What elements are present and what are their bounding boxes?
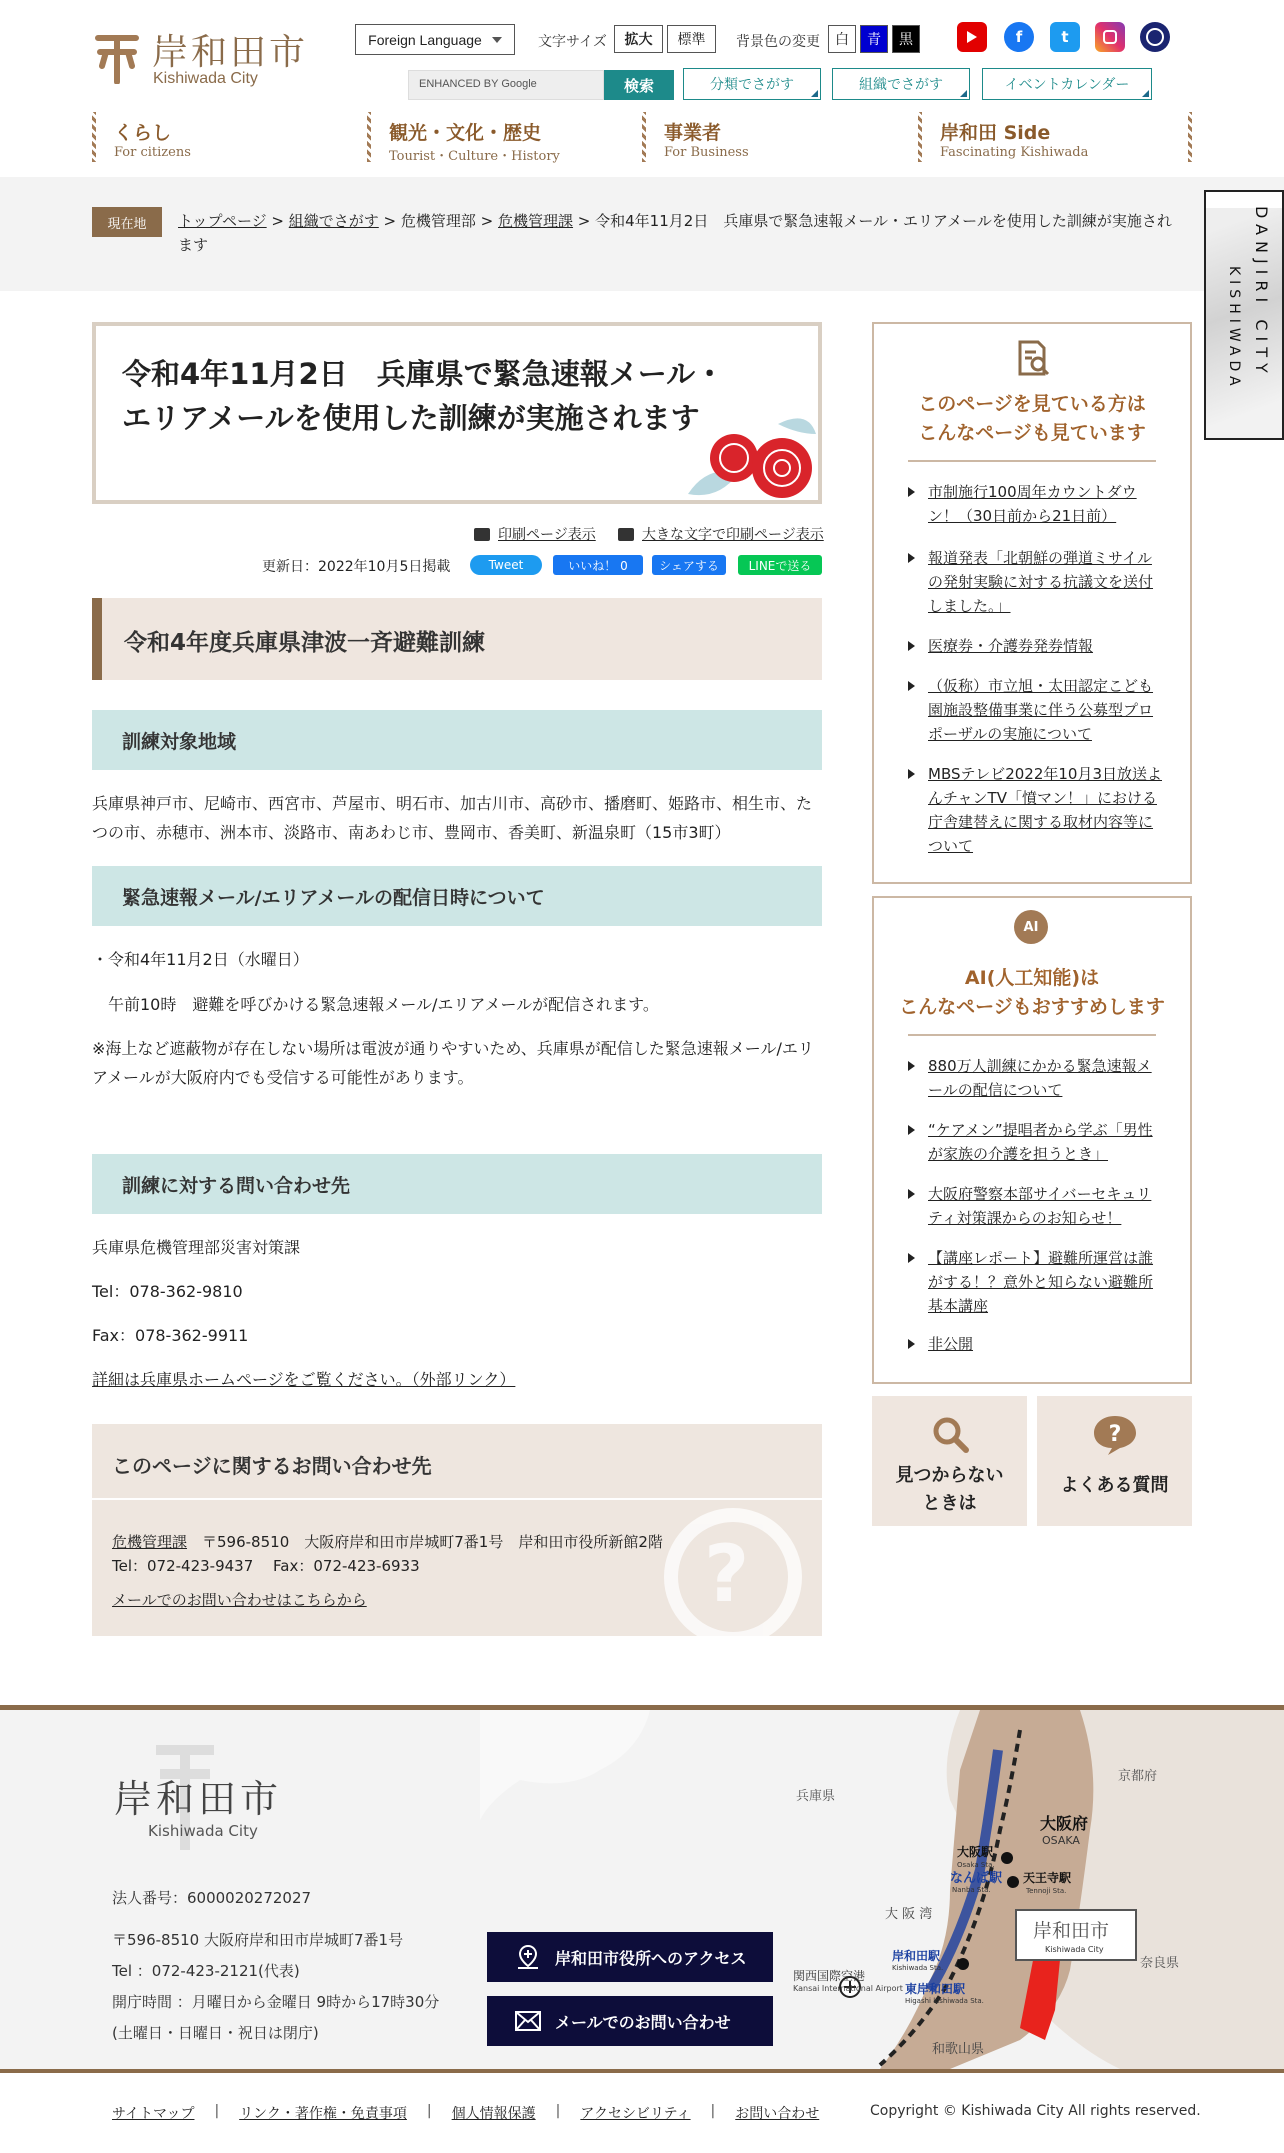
youtube-icon[interactable]: [957, 22, 987, 52]
related-title-2: こんなページも見ています: [918, 422, 1146, 444]
subheading-inquiry: [92, 1154, 822, 1214]
ai-recommend-box: [872, 896, 1192, 1384]
faq-button[interactable]: [1037, 1396, 1192, 1526]
question-mark-glyph: ?: [704, 1530, 750, 1620]
subheading-area-text: 訓練対象地域: [122, 731, 237, 753]
link-separator: |: [214, 2103, 220, 2119]
list-item[interactable]: [904, 1246, 1164, 1318]
sitemap-link[interactable]: サイトマップ: [112, 2106, 195, 2122]
subheading-inquiry-text: 訓練に対する問い合わせ先: [122, 1175, 351, 1197]
link-separator: |: [426, 2103, 432, 2119]
map-label-tennoji-sta: 天王寺駅: [1023, 1871, 1072, 1885]
map-label-hyogo: 兵庫県: [796, 1789, 836, 1804]
map-label-wakayama: 和歌山県: [932, 2042, 985, 2057]
accessibility-link[interactable]: アクセシビリティ: [580, 2106, 691, 2122]
footer-hours: 開庁時間 ：月曜日から金曜日 9時から17時30分: [112, 1993, 440, 2011]
footer-links: [112, 2103, 819, 2123]
list-item[interactable]: [904, 1332, 1164, 1356]
mail-contact-button[interactable]: [487, 1996, 773, 2046]
nav-side-en: Fascinating Kishiwada: [940, 145, 1089, 160]
nav-divider: [1188, 112, 1192, 162]
footer-logo-text: 岸和田市: [114, 1777, 283, 1821]
print-label: 印刷ページ表示: [498, 527, 596, 543]
ai-link[interactable]: 大阪府警察本部サイバーセキュリティ対策課からのお知らせ！: [928, 1185, 1152, 1227]
breadcrumb-top[interactable]: トップページ: [178, 212, 267, 230]
subheading-schedule-text: 緊急速報メール/エリアメールの配信日時について: [122, 887, 545, 909]
schedule-date: ・令和4年11月2日（水曜日）: [92, 950, 309, 969]
copyright: Copyright © Kishiwada City All rights reserved.: [870, 2103, 1201, 2119]
contact-heading-text: このページに関するお問い合わせ先: [112, 1454, 432, 1478]
speech-question-icon: [1092, 1414, 1138, 1456]
related-title-1: このページを見ている方は: [918, 393, 1146, 415]
schedule-time: 午前10時 避難を呼びかける緊急速報メール/エリアメールが配信されます。: [92, 995, 659, 1014]
breadcrumb-dept: 危機管理部: [400, 212, 476, 230]
map-label-tennoji-sta-en: Tennoji Sta.: [1026, 1887, 1067, 1895]
event-calendar-button[interactable]: イベントカレンダー: [982, 68, 1152, 100]
text-size-label: 文字サイズ: [538, 34, 607, 50]
page-title: 令和4年11月2日 兵庫県で緊急速報メール・エリアメールを使用した訓練が実施されます: [122, 357, 725, 435]
hyogo-external-link-text[interactable]: 詳細は兵庫県ホームページをご覧ください。（外部リンク）: [92, 1370, 516, 1389]
breadcrumb-current: 令和4年11月2日 兵庫県で緊急速報メール・エリアメールを使用した訓練が実施されます: [178, 212, 1172, 254]
map-label-city-box-en: Kishiwada City: [1045, 1945, 1104, 1954]
inquiry-tel: Tel：078-362-9810: [92, 1282, 243, 1301]
instagram-icon[interactable]: [1095, 22, 1125, 52]
nav-citizens-jp: くらし: [114, 122, 172, 144]
find-by-org-button[interactable]: 組織でさがす: [832, 68, 970, 100]
inquiry-dept: 兵庫県危機管理部災害対策課: [92, 1238, 301, 1257]
map-label-kyoto: 京都府: [1118, 1769, 1158, 1784]
area-text: 兵庫県神戸市、尼崎市、西宮市、芦屋市、明石市、加古川市、高砂市、播磨町、姫路市、相生市、たつの市、赤穂市、洲本市、淡路市、南あわじ市、豊岡市、香美町、新温泉町（15市3町）: [92, 794, 813, 842]
ai-title-2: こんなページもおすすめします: [899, 996, 1165, 1018]
bg-black-button[interactable]: 黒: [892, 25, 920, 53]
nav-tourist[interactable]: [367, 112, 637, 164]
map-label-kishiwada-sta: 岸和田駅: [892, 1949, 941, 1963]
list-item[interactable]: [904, 634, 1164, 658]
printer-icon: [474, 528, 490, 541]
map-label-kishiwada-sta-en: Kishiwada Sta.: [892, 1964, 944, 1972]
nav-tourist-en: Tourist・Culture・History: [389, 149, 560, 164]
inquiry-fax: Fax：078-362-9911: [92, 1326, 249, 1345]
ai-link[interactable]: “ケアメン”提唱者から学ぶ「男性が家族の介護を担うとき」: [928, 1121, 1153, 1163]
link-separator: |: [555, 2103, 561, 2119]
access-button-label: 岸和田市役所へのアクセス: [555, 1948, 747, 1968]
section-heading: [92, 598, 822, 680]
footer-bottom: [0, 2069, 1284, 2153]
list-item[interactable]: [904, 1118, 1164, 1166]
printer-icon: [618, 528, 634, 541]
facebook-share-button[interactable]: シェアする: [652, 555, 726, 575]
map-label-city-box: 岸和田市: [1033, 1920, 1110, 1942]
foreign-language-label: Foreign Language: [368, 31, 482, 48]
map-label-osaka-bay: 大 阪 湾: [885, 1907, 933, 1922]
related-link[interactable]: （仮称）市立旭・太田認定こども園施設整備事業に伴う公募型プロポーザルの実施について: [928, 677, 1154, 743]
breadcrumb-tag: 現在地: [92, 207, 162, 237]
link-separator: |: [710, 2103, 716, 2119]
danjiri-city-banner[interactable]: [1204, 190, 1284, 440]
map-label-osaka-sta-en: Osaka Sta.: [957, 1861, 995, 1869]
question-mark-icon: [664, 1508, 802, 1636]
contact-box: [92, 1424, 822, 1636]
bg-white-button[interactable]: 白: [828, 25, 856, 53]
related-link[interactable]: 報道発表「北朝鮮の弾道ミサイルの発射実験に対する抗議文を送付しました。」: [928, 549, 1154, 615]
print-large-link[interactable]: [618, 524, 824, 544]
danjiri-subtitle: KISHIWADA: [1226, 266, 1242, 391]
ai-link[interactable]: 非公開: [928, 1335, 974, 1353]
map-label-namba-sta-en: Nanba Sta.: [952, 1886, 991, 1894]
nav-tourist-jp: 観光・文化・歴史: [389, 122, 542, 144]
privacy-link[interactable]: 個人情報保護: [451, 2106, 536, 2122]
page-title-box: [92, 322, 822, 504]
contact-dept-link[interactable]: 危機管理課: [112, 1533, 188, 1551]
city-emblem-icon[interactable]: [1140, 22, 1170, 52]
foreign-language-select[interactable]: [355, 24, 515, 55]
tweet-button[interactable]: Tweet: [470, 555, 542, 575]
breadcrumb-area: [0, 177, 1284, 291]
nav-kishiwada-side[interactable]: [918, 112, 1192, 164]
map-label-kix-en: Kansai International Airport: [793, 1984, 903, 1993]
inquiry-link[interactable]: お問い合わせ: [735, 2106, 820, 2122]
subheading-area: [92, 710, 822, 770]
footer-closed: (土曜日・日曜日・祝日は閉庁): [112, 2024, 319, 2042]
map-label-osaka-sta: 大阪駅: [957, 1845, 994, 1859]
city-logo-mark-icon[interactable]: [94, 32, 140, 84]
breadcrumb-sep: >: [573, 212, 596, 230]
related-link[interactable]: MBSテレビ2022年10月3日放送よんチャンTV「憤マン！」における庁舎建替えに関する取材内容等について: [928, 765, 1162, 855]
nav-business[interactable]: [642, 112, 912, 164]
magnifier-icon: [930, 1414, 970, 1454]
facebook-icon[interactable]: f: [1004, 22, 1034, 52]
contact-mail-link-wrap: [112, 1588, 367, 1612]
rose-decoration-icon: [678, 404, 818, 500]
envelope-icon: [515, 2011, 541, 2031]
footer-address: 〒596-8510 大阪府岸和田市岸城町7番1号: [112, 1931, 404, 1949]
nav-business-jp: 事業者: [664, 122, 722, 144]
breadcrumb-sep: >: [475, 212, 499, 230]
map-label-higashi-sta-en: Higashi kishiwada Sta.: [905, 1997, 984, 2005]
subheading-schedule: [92, 866, 822, 926]
related-link[interactable]: 市制施行100周年カウントダウン！（30日前から21日前）: [928, 483, 1137, 525]
breadcrumb-org[interactable]: 組織でさがす: [288, 212, 379, 230]
site-logo-en[interactable]: Kishiwada City: [153, 70, 258, 87]
print-large-label: 大きな文字で印刷ページ表示: [642, 527, 824, 543]
nav-citizens-en: For citizens: [114, 145, 191, 160]
updated-date: 更新日：2022年10月5日掲載: [262, 559, 451, 575]
list-item[interactable]: [904, 480, 1164, 528]
not-found-line2: ときは: [922, 1493, 977, 1514]
list-item[interactable]: [904, 1054, 1164, 1102]
danjiri-title: DANJIRI CITY: [1252, 206, 1271, 379]
not-found-line1: 見つからない: [895, 1465, 1004, 1486]
footer: [0, 1705, 1284, 2069]
site-logo-text[interactable]: 岸和田市: [152, 32, 309, 73]
mail-button-label: メールでのお問い合わせ: [555, 2012, 731, 2032]
nav-business-en: For Business: [664, 145, 749, 160]
line-share-button[interactable]: LINEで送る: [738, 555, 822, 575]
chevron-down-icon: [492, 37, 502, 43]
not-found-text: [872, 1462, 1027, 1518]
ai-head-icon: [1014, 910, 1048, 944]
access-button[interactable]: [487, 1932, 773, 1982]
footer-tel: Tel ：072-423-2121(代表): [112, 1962, 300, 1980]
list-item[interactable]: [904, 674, 1164, 746]
ai-title-1: AI(人工知能)は: [964, 967, 1100, 989]
facebook-like-button[interactable]: いいね！ 0: [553, 555, 643, 575]
related-link[interactable]: 医療券・介護券発券情報: [928, 637, 1094, 655]
breadcrumb-sep: >: [378, 212, 401, 230]
ai-badge: AI: [1023, 919, 1039, 935]
section-heading-text: 令和4年度兵庫県津波一斉避難訓練: [124, 630, 486, 656]
contact-address-line: [112, 1530, 663, 1554]
breadcrumb-sep: >: [266, 212, 289, 230]
breadcrumb-section[interactable]: 危機管理課: [498, 212, 574, 230]
list-item[interactable]: [904, 1182, 1164, 1230]
map-pin-icon: [515, 1944, 541, 1970]
text-size-large-button[interactable]: 拡大: [614, 25, 663, 53]
map-label-namba-sta: なんば駅: [950, 1871, 1003, 1886]
map-label-kix: 関西国際空港: [793, 1969, 866, 1983]
corporate-number: 法人番号：6000020272027: [112, 1889, 312, 1907]
map-label-higashi-sta: 東岸和田駅: [905, 1982, 966, 1996]
ai-link[interactable]: 【講座レポート】避難所運営は誰がする！？意外と知らない避難所基本講座: [928, 1249, 1154, 1315]
hyogo-external-link[interactable]: [92, 1365, 515, 1394]
divider: [908, 1034, 1156, 1036]
related-pages-box: [872, 322, 1192, 884]
map-label-osaka-pref: 大阪府: [1040, 1814, 1089, 1833]
map-label-nara: 奈良県: [1140, 1956, 1180, 1971]
contact-tel-fax: Tel：072-423-9437 Fax：072-423-6933: [112, 1557, 420, 1575]
ai-link[interactable]: 880万人訓練にかかる緊急速報メールの配信について: [928, 1057, 1152, 1099]
nav-divider: [918, 112, 922, 162]
search-input[interactable]: [408, 70, 604, 100]
nav-divider: [92, 112, 96, 162]
not-found-button[interactable]: [872, 1396, 1027, 1526]
nav-divider: [367, 112, 371, 162]
list-item[interactable]: [904, 762, 1164, 858]
nav-side-jp: 岸和田 Side: [940, 122, 1051, 144]
footer-logo-en: Kishiwada City: [148, 1822, 258, 1840]
nav-divider: [642, 112, 646, 162]
breadcrumb: [178, 209, 1180, 257]
find-by-category-button[interactable]: 分類でさがす: [683, 68, 821, 100]
nav-citizens[interactable]: [92, 112, 362, 164]
contact-mail-link[interactable]: メールでのお問い合わせはこちらから: [112, 1591, 367, 1609]
text-size-standard-button[interactable]: 標準: [667, 25, 716, 53]
contact-address: 〒596-8510 大阪府岸和田市岸城町7番1号 岸和田市役所新館2階: [187, 1533, 663, 1551]
svg-text:?: ?: [1108, 1422, 1121, 1447]
danjiri-figure-image: [1206, 208, 1284, 438]
list-item[interactable]: [904, 546, 1164, 618]
contact-heading: [92, 1424, 822, 1500]
schedule-note: ※海上など遮蔽物が存在しない場所は電波が通りやすいため、兵庫県が配信した緊急速報メール/エリアメールが大阪府内でも受信する可能性があります。: [92, 1039, 814, 1087]
document-search-icon: [1012, 338, 1052, 378]
search-button[interactable]: 検索: [604, 70, 674, 100]
divider: [908, 460, 1156, 462]
bg-blue-button[interactable]: 青: [860, 25, 888, 53]
print-page-link[interactable]: [474, 524, 596, 544]
faq-text: よくある質問: [1060, 1475, 1169, 1496]
links-copyright-link[interactable]: リンク・著作権・免責事項: [239, 2106, 407, 2122]
search-placeholder: ENHANCED BY Google: [419, 78, 537, 90]
map-label-osaka-en: OSAKA: [1042, 1834, 1080, 1847]
bg-color-label: 背景色の変更: [736, 34, 820, 50]
twitter-icon[interactable]: t: [1050, 22, 1080, 52]
